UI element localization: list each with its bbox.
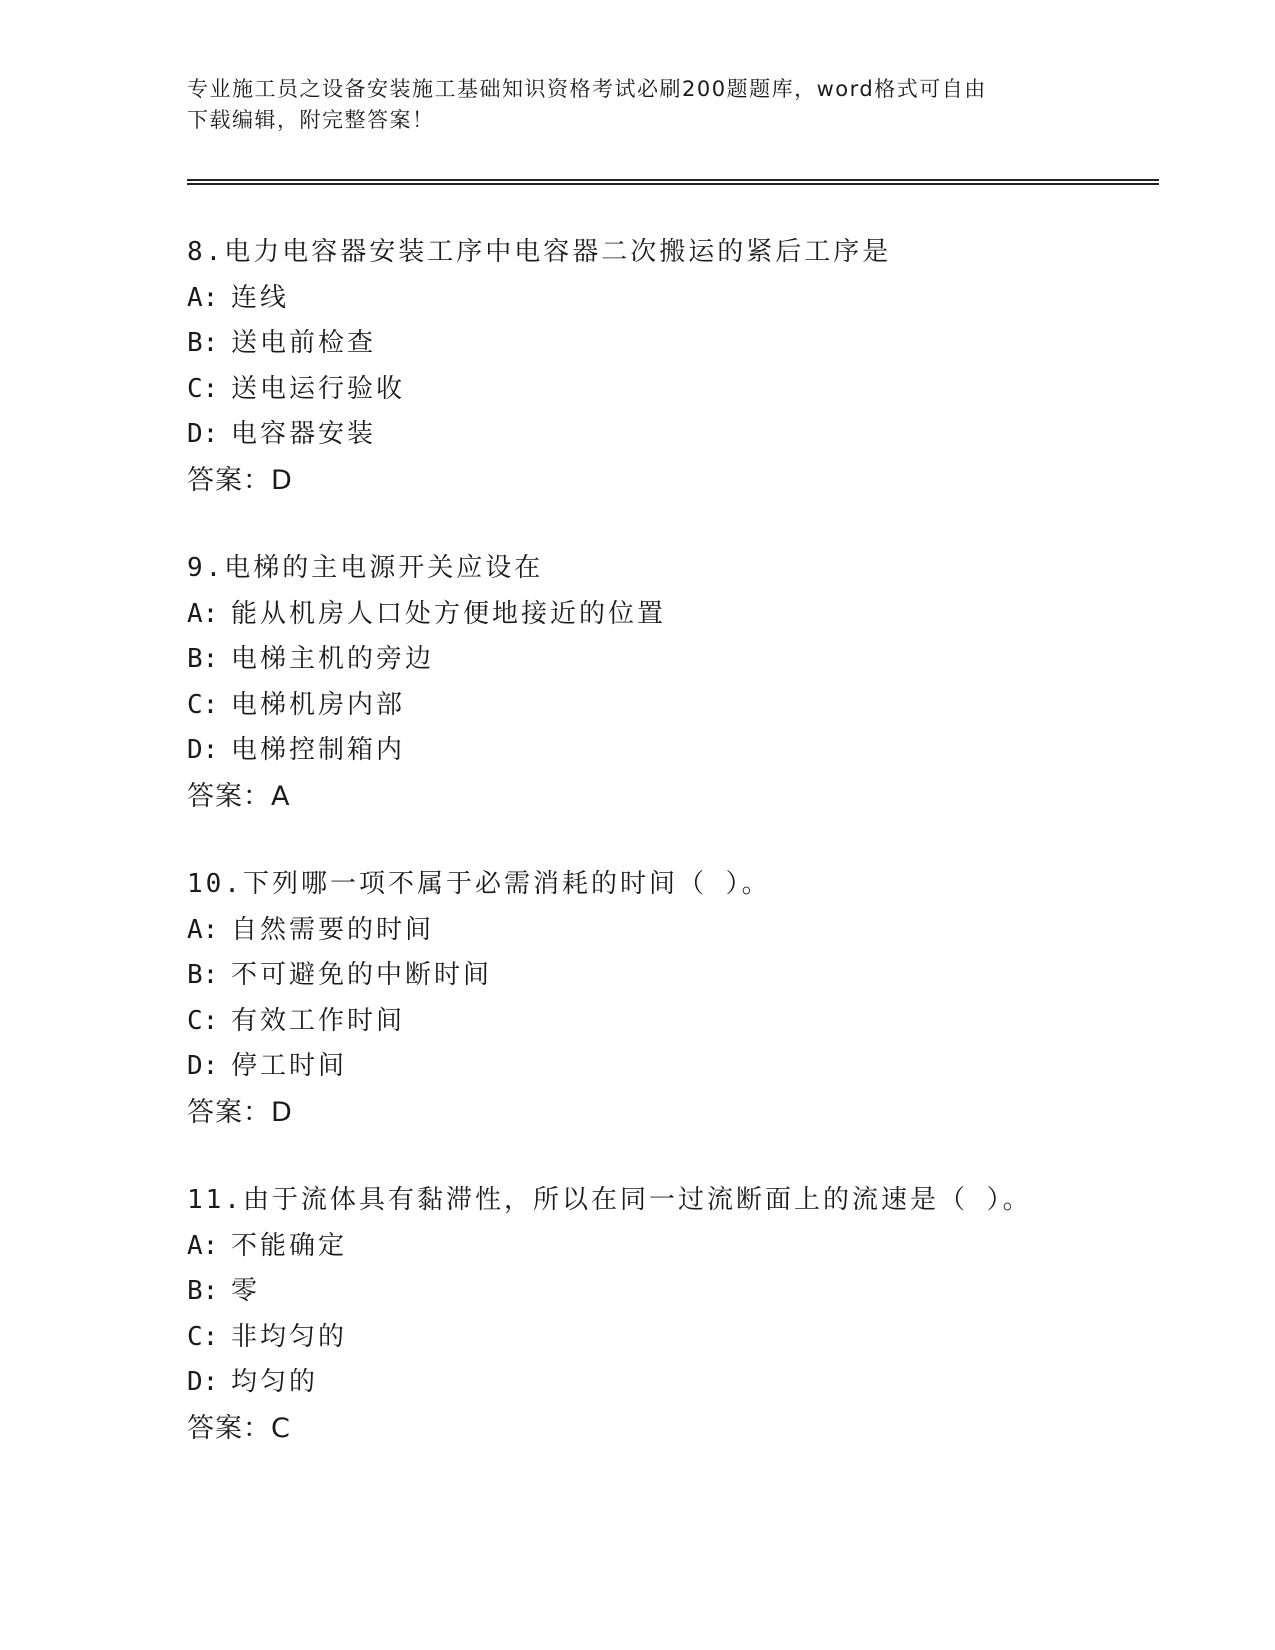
answer-value: D	[271, 1096, 293, 1128]
option-text: 能从机房人口处方便地接近的位置	[231, 598, 667, 629]
option-a	[187, 908, 1167, 954]
option-label: B:	[187, 1276, 219, 1306]
option-text: 电梯主机的旁边	[231, 644, 435, 674]
option-label: C:	[187, 1005, 219, 1036]
option-a	[187, 1224, 1167, 1270]
option-label: A:	[187, 1230, 219, 1261]
option-text: 零	[231, 1276, 261, 1306]
question-9	[187, 546, 1167, 819]
answer-value: A	[271, 780, 291, 812]
option-text: 不可避免的中断时间	[231, 960, 493, 990]
question-stem: 8.电力电容器安装工序中电容器二次搬运的紧后工序是	[187, 237, 892, 267]
option-text: 均匀的	[231, 1367, 319, 1397]
option-c	[187, 1315, 1167, 1361]
option-c	[187, 367, 1167, 413]
option-c	[187, 999, 1167, 1045]
header-divider	[187, 179, 1159, 185]
answer	[187, 1090, 1167, 1136]
option-text: 停工时间	[231, 1051, 348, 1081]
question-stem: 10.下列哪一项不属于必需消耗的时间（ ）。	[187, 869, 771, 899]
question-stem: 11.由于流体具有黏滞性，所以在同一过流断面上的流速是（ ）。	[187, 1185, 1032, 1215]
option-text: 不能确定	[231, 1230, 348, 1261]
option-text: 送电前检查	[231, 328, 377, 358]
option-text: 送电运行验收	[231, 373, 406, 404]
answer-label: 答案：	[187, 1412, 271, 1444]
option-a	[187, 592, 1167, 638]
option-text: 电梯机房内部	[231, 689, 406, 720]
option-label: A:	[187, 914, 219, 945]
answer-value: C	[271, 1412, 291, 1444]
answer	[187, 774, 1167, 820]
option-label: D:	[187, 1051, 219, 1081]
option-label: A:	[187, 598, 219, 629]
document-header	[187, 74, 1067, 136]
option-label: C:	[187, 689, 219, 720]
header-title-line-2: 下载编辑，附完整答案！	[187, 108, 435, 132]
answer	[187, 1406, 1167, 1452]
option-label: A:	[187, 282, 219, 313]
option-label: C:	[187, 373, 219, 404]
option-label: D:	[187, 1367, 219, 1397]
option-label: D:	[187, 419, 219, 449]
option-d	[187, 728, 1167, 774]
option-d	[187, 412, 1167, 458]
header-title-line-1: 专业施工员之设备安装施工基础知识资格考试必刷200题题库，word格式可自由	[187, 77, 987, 101]
option-label: B:	[187, 644, 219, 674]
question-stem: 9.电梯的主电源开关应设在	[187, 553, 544, 583]
option-text: 有效工作时间	[231, 1005, 406, 1036]
option-text: 自然需要的时间	[231, 914, 435, 945]
option-label: B:	[187, 328, 219, 358]
option-text: 电容器安装	[231, 419, 377, 449]
option-b	[187, 1269, 1167, 1315]
option-label: D:	[187, 735, 219, 765]
option-text: 电梯控制箱内	[231, 735, 406, 765]
option-b	[187, 953, 1167, 999]
option-d	[187, 1360, 1167, 1406]
option-text: 连线	[231, 282, 290, 313]
answer-label: 答案：	[187, 1096, 271, 1128]
answer-label: 答案：	[187, 780, 271, 812]
question-10	[187, 862, 1167, 1135]
answer-value: D	[271, 464, 293, 496]
question-list	[187, 230, 1167, 1494]
question-8	[187, 230, 1167, 503]
answer	[187, 458, 1167, 504]
question-11	[187, 1178, 1167, 1451]
option-b	[187, 637, 1167, 683]
option-label: C:	[187, 1321, 219, 1352]
option-a	[187, 276, 1167, 322]
option-label: B:	[187, 960, 219, 990]
option-text: 非均匀的	[231, 1321, 348, 1352]
answer-label: 答案：	[187, 464, 271, 496]
option-b	[187, 321, 1167, 367]
option-c	[187, 683, 1167, 729]
option-d	[187, 1044, 1167, 1090]
